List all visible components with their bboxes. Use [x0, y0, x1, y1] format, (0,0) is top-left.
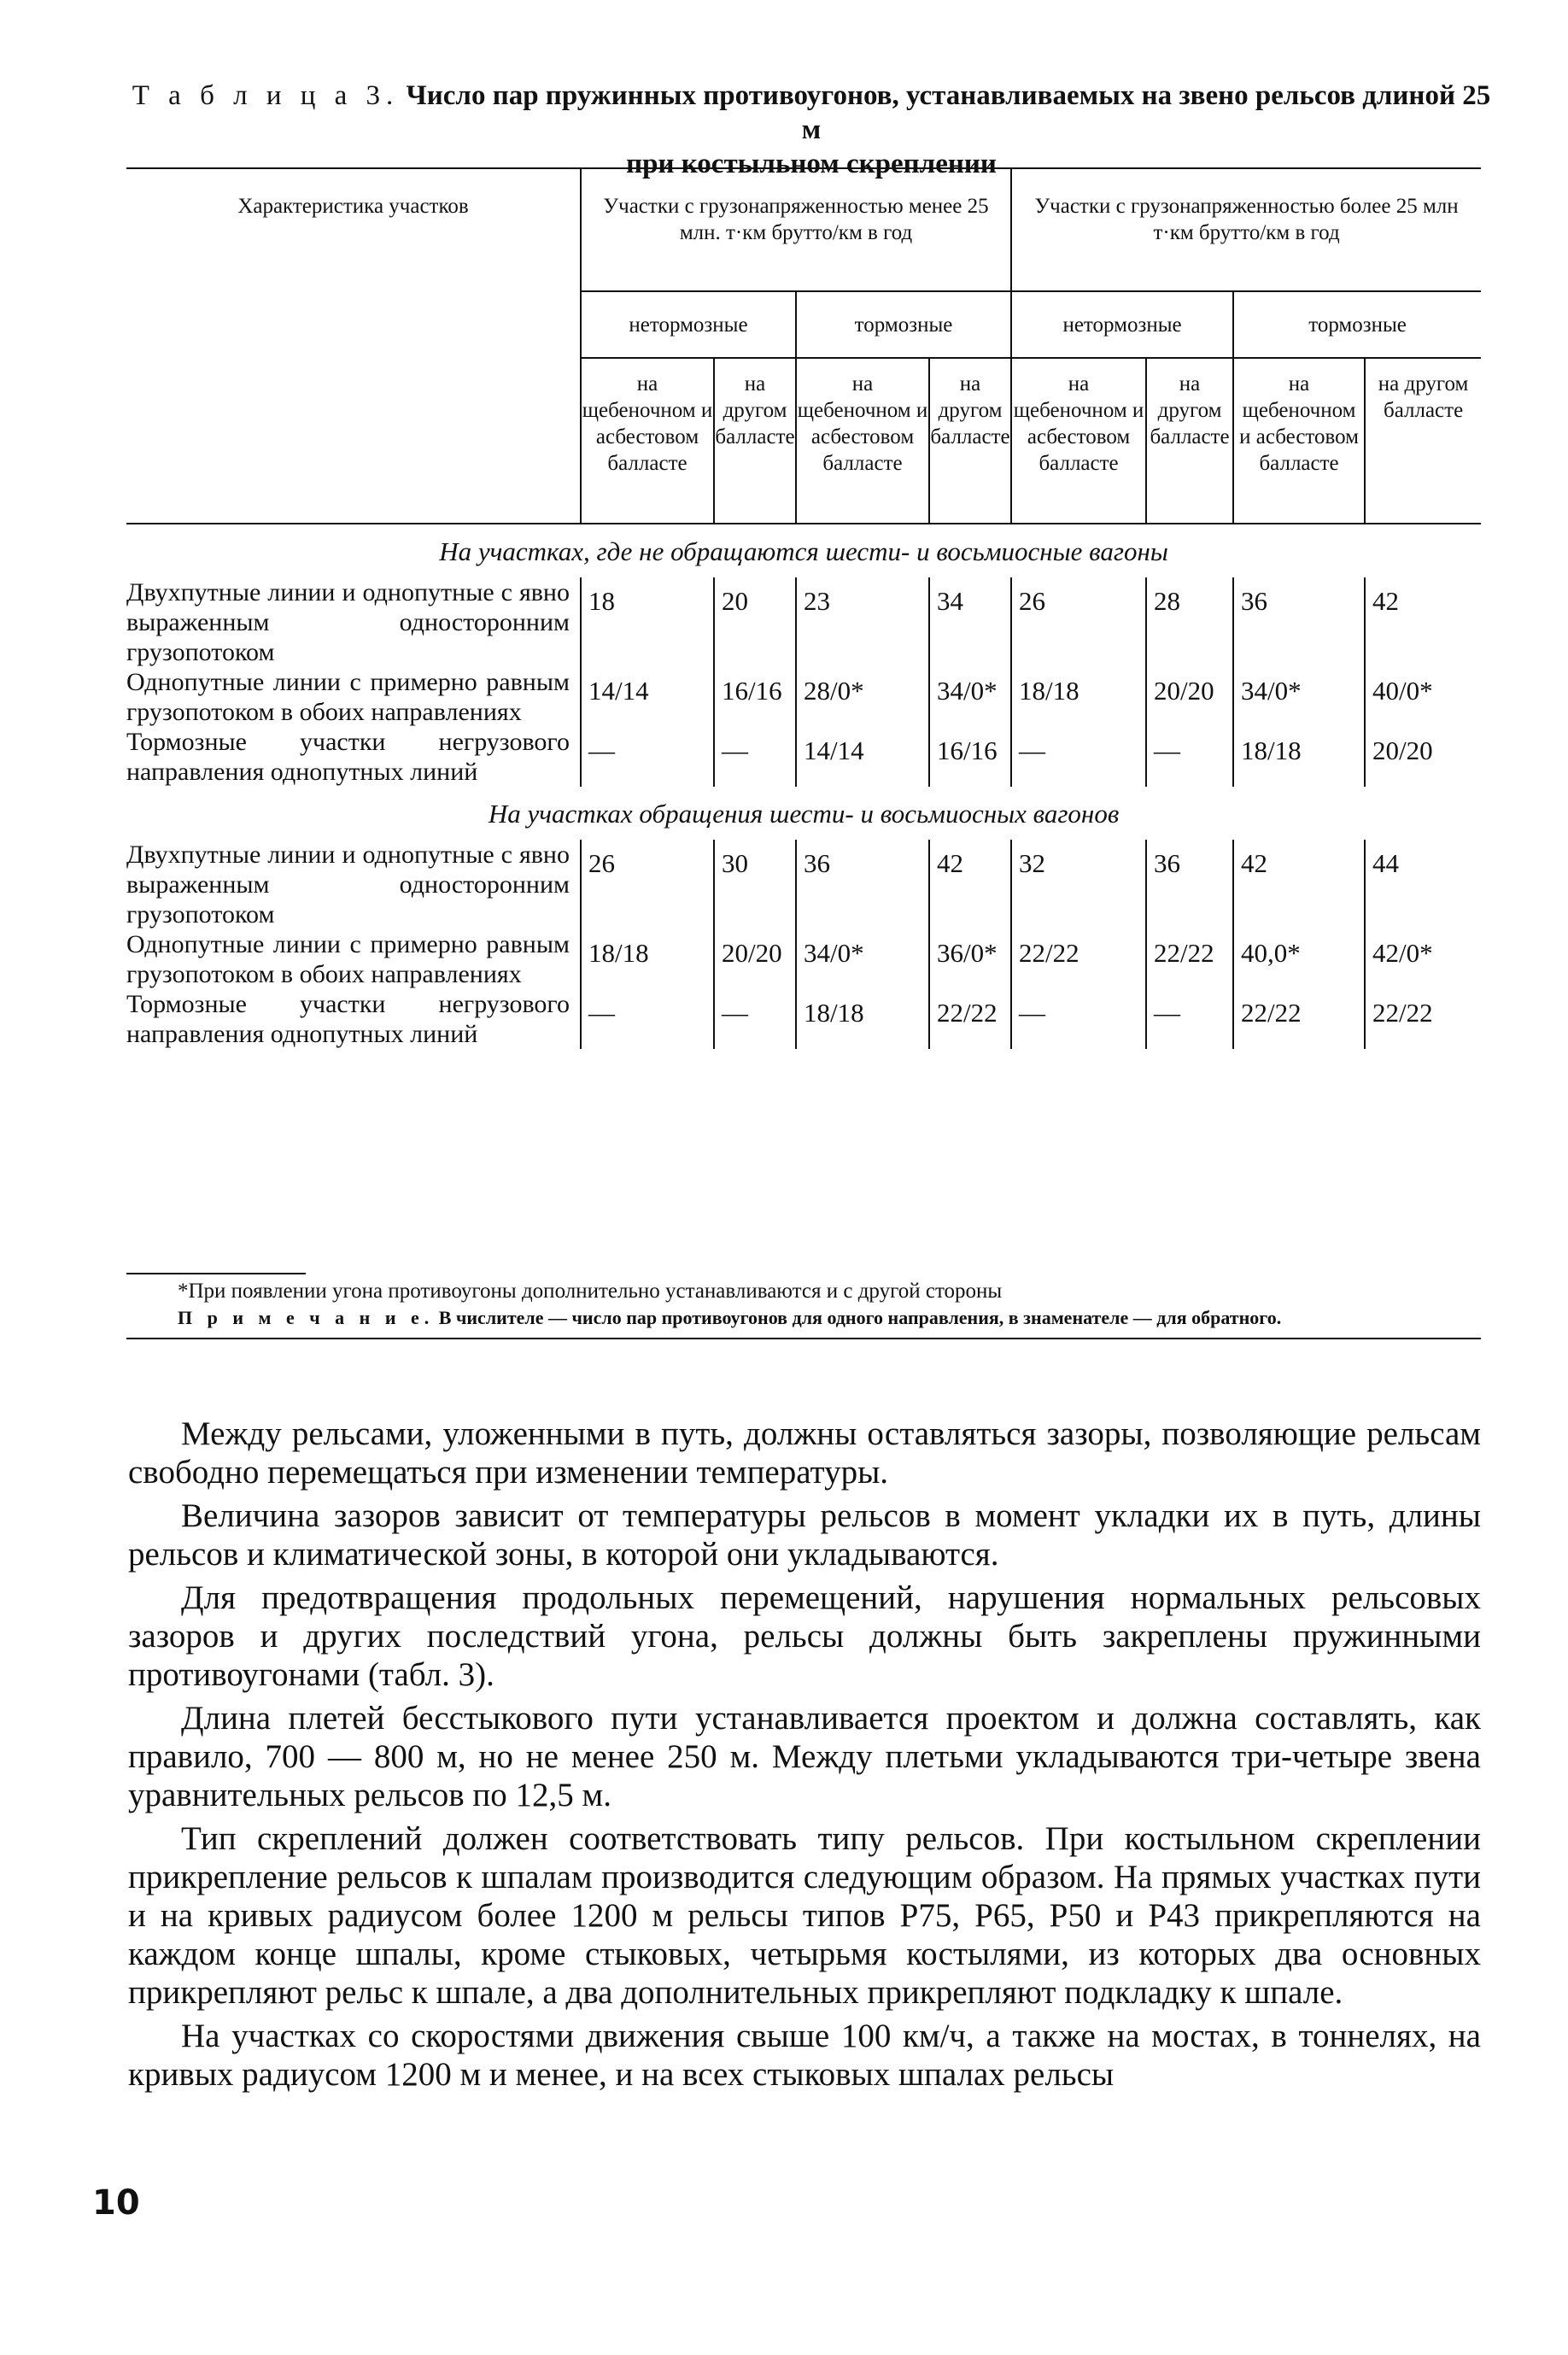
table-cell: 40,0* [1233, 929, 1365, 989]
table-row [126, 929, 1481, 989]
table-caption-title-line1: Число пар пружинных противоугонов, устанавливаемых на звено рельсов длиной 25 м [406, 80, 1491, 145]
note-label: П р и м е ч а н и е. [178, 1307, 435, 1328]
paragraph: Для предотвращения продольных перемещений, нарушения нормальных рельсовых зазоров и других последствий угона, рельсы должны быть закреплены пружинными противоугонами (табл. 3). [128, 1579, 1481, 1693]
table-cell: 28 [1146, 577, 1233, 667]
header-ballast-other: на другом балласте [929, 358, 1011, 524]
table-row [126, 667, 1481, 727]
table-cell: 28/0* [796, 667, 929, 727]
paragraph: Тип скреплений должен соответствовать типу рельсов. При костыльном скреплении прикрепление рельсов к шпалам производится следующим образом. На прямых участках пути и на кривых радиусом более 1200 м рельсы типов Р75, Р65, Р50 и Р43 прикрепляются на каждом конце шпалы, кроме стыковых, четырьмя костылями, из которых два основных прикрепляют рельс к шпале, а два дополнительных прикрепляют подкладку к шпале. [128, 1820, 1481, 2011]
table-cell: 36/0* [929, 929, 1011, 989]
table-cell: 20/20 [1146, 667, 1233, 727]
table-cell: — [1011, 727, 1146, 787]
counts-table [126, 167, 1481, 1049]
table-cell: 42 [929, 840, 1011, 929]
table-cell: 44 [1365, 840, 1481, 929]
table-cell: 34/0* [929, 667, 1011, 727]
row-label: Тормозные участки негрузового направления однопутных линий [126, 990, 570, 1048]
table-cell: 16/16 [929, 727, 1011, 787]
table-cell: 30 [714, 840, 796, 929]
footnote: *При появлении угона противоугоны дополнительно устанавливаются и с другой стороны [178, 1280, 1003, 1303]
table-cell: — [1011, 989, 1146, 1049]
table-cell: — [581, 989, 714, 1049]
table-cell: 26 [581, 840, 714, 929]
header-ballast-other: на другом балласте [1146, 358, 1233, 524]
footnote-rule [126, 1273, 306, 1274]
table-cell: — [714, 989, 796, 1049]
table-cell: 36 [1146, 840, 1233, 929]
table-caption [128, 79, 1495, 181]
table-cell: 26 [1011, 577, 1146, 667]
table-row [126, 840, 1481, 929]
header-nonbrake-high: нетормозные [1011, 291, 1233, 358]
table-caption-title-line2: при костыльном скреплении [626, 149, 997, 179]
table-row [126, 989, 1481, 1049]
header-low-load: Участки с грузонапряженностью менее 25 млн. т·км брутто/км в год [581, 168, 1011, 291]
paragraph: Между рельсами, уложенными в путь, должны оставляться зазоры, позволяющие рельсам свободно перемещаться при изменении температуры. [128, 1415, 1481, 1491]
header-brake-high: тормозные [1233, 291, 1481, 358]
table-row [126, 577, 1481, 667]
table-cell: 20/20 [1365, 727, 1481, 787]
paragraph: На участках со скоростями движения свыше 100 км/ч, а также на мостах, в тоннелях, на кривых радиусом 1200 м и менее, и на всех стыковых шпалах рельсы [128, 2018, 1481, 2093]
header-ballast-crushed: на щебеночном и асбестовом балласте [581, 358, 714, 524]
table-cell: 34/0* [1233, 667, 1365, 727]
header-brake-low: тормозные [796, 291, 1011, 358]
table-cell: — [1146, 727, 1233, 787]
header-ballast-crushed: на щебеночном и асбестовом балласте [1011, 358, 1146, 524]
table-cell: 22/22 [1365, 989, 1481, 1049]
note [178, 1307, 1281, 1329]
header-nonbrake-low: нетормозные [581, 291, 796, 358]
header-high-load: Участки с грузонапряженностью более 25 млн т·км брутто/км в год [1011, 168, 1481, 291]
row-label: Двухпутные линии и однопутные с явно выраженным односторонним грузопотоком [126, 841, 570, 929]
row-label: Однопутные линии с примерно равным грузопотоком в обоих направлениях [126, 930, 570, 988]
table-cell: 22/22 [1233, 989, 1365, 1049]
table-cell: 18/18 [1011, 667, 1146, 727]
table-row [126, 727, 1481, 787]
header-ballast-other: на другом балласте [1365, 358, 1481, 524]
section-title: На участках, где не обращаются шести- и восьмиосные вагоны [439, 536, 1168, 566]
table-cell: 32 [1011, 840, 1146, 929]
body-text [128, 1415, 1481, 2099]
table-cell: 22/22 [1011, 929, 1146, 989]
table-cell: 36 [1233, 577, 1365, 667]
table-cell: 34 [929, 577, 1011, 667]
row-label: Тормозные участки негрузового направления однопутных линий [126, 728, 570, 786]
table-cell: — [1146, 989, 1233, 1049]
row-label: Однопутные линии с примерно равным грузопотоком в обоих направлениях [126, 668, 570, 726]
table-cell: 14/14 [581, 667, 714, 727]
header-ballast-crushed: на щебеночном и асбестовом балласте [796, 358, 929, 524]
table-caption-label: Т а б л и ц а 3. [132, 80, 400, 111]
table-cell: — [581, 727, 714, 787]
table-cell: — [714, 727, 796, 787]
header-ballast-crushed: на щебеночном и асбестовом балласте [1233, 358, 1365, 524]
table-cell: 42/0* [1365, 929, 1481, 989]
page-number: 10 [92, 2183, 140, 2223]
table-cell: 18 [581, 577, 714, 667]
table-cell: 22/22 [929, 989, 1011, 1049]
table-cell: 18/18 [1233, 727, 1365, 787]
table-cell: 18/18 [796, 989, 929, 1049]
table-bottom-rule [126, 1338, 1481, 1339]
table-cell: 42 [1365, 577, 1481, 667]
table-cell: 34/0* [796, 929, 929, 989]
header-ballast-other: на другом балласте [714, 358, 796, 524]
paragraph: Величина зазоров зависит от температуры рельсов в момент укладки их в путь, длины рельсов и климатической зоны, в которой они укладываются. [128, 1497, 1481, 1573]
table-cell: 40/0* [1365, 667, 1481, 727]
table-cell: 20 [714, 577, 796, 667]
table-cell: 14/14 [796, 727, 929, 787]
note-text: В числителе — число пар противоугонов для одного направления, в знаменателе — для обратного. [438, 1307, 1282, 1328]
table-cell: 23 [796, 577, 929, 667]
header-characteristic: Характеристика участков [126, 168, 581, 524]
table-cell: 36 [796, 840, 929, 929]
table-cell: 42 [1233, 840, 1365, 929]
paragraph: Длина плетей бесстыкового пути устанавливается проектом и должна составлять, как правило, 700 — 800 м, но не менее 250 м. Между плетьми укладываются три-четыре звена уравнительных рельсов по 12,5 м. [128, 1700, 1481, 1813]
table-cell: 20/20 [714, 929, 796, 989]
row-label: Двухпутные линии и однопутные с явно выраженным односторонним грузопотоком [126, 578, 570, 666]
table-cell: 18/18 [581, 929, 714, 989]
table-cell: 22/22 [1146, 929, 1233, 989]
table-cell: 16/16 [714, 667, 796, 727]
section-title: На участках обращения шести- и восьмиосных вагонов [488, 798, 1120, 829]
